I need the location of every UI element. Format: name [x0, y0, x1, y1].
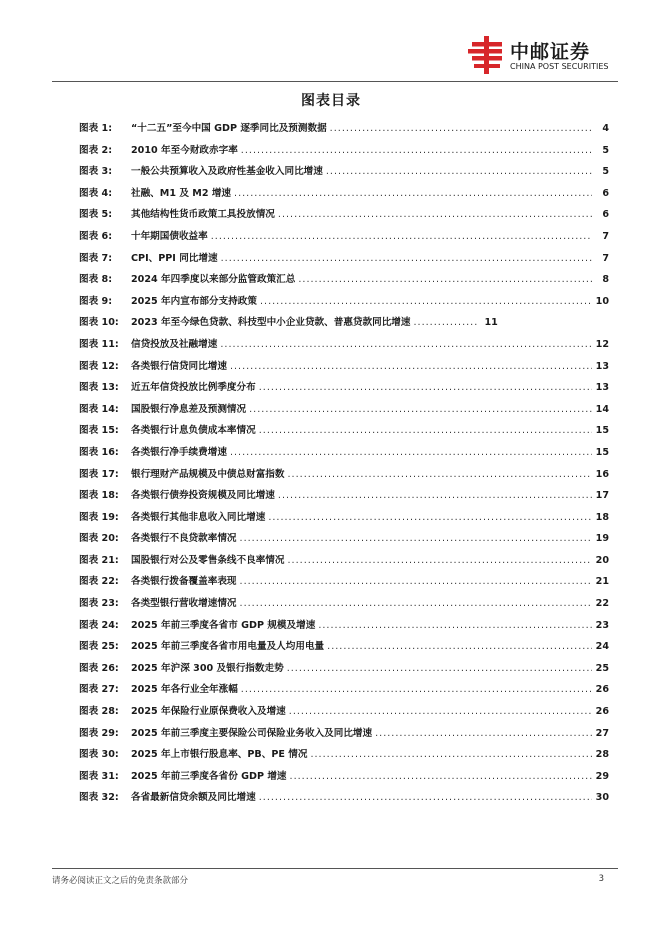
toc-entry-title: 其他结构性货币政策工具投放情况	[131, 209, 275, 221]
toc-entry-page: 15	[595, 446, 609, 458]
toc-entry-title: 社融、M1 及 M2 增速	[131, 187, 232, 199]
toc-entry-page: 22	[595, 598, 609, 610]
header-divider	[52, 81, 618, 82]
toc-entry-label: 图表 13:	[79, 382, 119, 394]
toc-entry[interactable]	[79, 681, 609, 703]
toc-entry-leader	[220, 339, 592, 350]
toc-entry-page: 8	[602, 274, 609, 286]
toc-entry-title: 近五年信贷投放比例季度分布	[131, 382, 256, 394]
toc-entry-title: 2025 年前三季度各省市 GDP 规模及增速	[131, 619, 316, 631]
toc-entry-page: 7	[602, 230, 609, 242]
toc-entry-leader	[240, 598, 592, 609]
toc-entry-page: 28	[595, 749, 609, 761]
toc-entry-leader	[230, 361, 592, 372]
toc-entry-leader	[259, 382, 592, 393]
toc-entry-label: 图表 26:	[79, 662, 119, 674]
toc-entry-label: 图表 18:	[79, 490, 119, 502]
toc-entry[interactable]	[79, 617, 609, 639]
toc-entry-label: 图表 3:	[79, 166, 113, 178]
toc-entry-title: 国股银行净息差及预测情况	[131, 403, 247, 415]
toc-entry-leader	[259, 792, 592, 803]
toc-entry-title: 一般公共预算收入及政府性基金收入同比增速	[131, 166, 323, 178]
toc-entry-page: 7	[602, 252, 609, 264]
toc-entry[interactable]	[79, 444, 609, 466]
toc-entry[interactable]	[79, 703, 609, 725]
toc-entry-title: 2023 年至今绿色贷款、科技型中小企业贷款、普惠贷款同比增速	[131, 317, 411, 329]
toc-entry-label: 图表 21:	[79, 554, 119, 566]
toc-entry-page: 25	[595, 662, 609, 674]
toc-entry[interactable]	[79, 552, 609, 574]
toc-entry-leader	[326, 166, 592, 177]
toc-entry-title: 2025 年内宣布部分支持政策	[131, 295, 257, 307]
toc-entry-leader	[290, 771, 592, 782]
toc-entry[interactable]	[79, 487, 609, 509]
toc-entry-page: 26	[595, 706, 609, 718]
toc-entry-leader	[241, 684, 592, 695]
toc-entry-title: 各类银行净手续费增速	[131, 446, 227, 458]
toc-entry[interactable]	[79, 206, 609, 228]
toc-entry[interactable]	[79, 401, 609, 423]
toc-entry[interactable]	[79, 509, 609, 531]
toc-entry-leader	[240, 533, 592, 544]
toc-entry-leader	[375, 728, 592, 739]
footer-divider	[52, 868, 618, 869]
toc-entry-title: 2025 年各行业全年涨幅	[131, 684, 238, 696]
toc-entry-leader	[288, 555, 593, 566]
page-title: 图表目录	[301, 93, 361, 109]
toc-entry-page: 30	[595, 792, 609, 804]
toc-entry[interactable]	[79, 573, 609, 595]
toc-entry-page: 18	[595, 511, 609, 523]
toc-entry-title: 2025 年前三季度各省份 GDP 增速	[131, 770, 287, 782]
toc-entry-label: 图表 11:	[79, 338, 119, 350]
toc-entry-title: “十二五”至今中国 GDP 逐季同比及预测数据	[131, 123, 327, 134]
toc-entry-page: 24	[595, 641, 609, 653]
toc-entry[interactable]	[79, 746, 609, 768]
toc-entry-title: 各类银行计息负债成本率情况	[131, 425, 256, 437]
toc-entry-page: 10	[595, 295, 609, 307]
toc-entry-leader	[260, 296, 592, 307]
toc-entry-leader	[289, 706, 592, 717]
toc-entry-label: 图表 16:	[79, 446, 119, 458]
toc-entry[interactable]	[79, 185, 609, 207]
toc-entry-leader	[259, 425, 592, 436]
toc-entry-label: 图表 14:	[79, 403, 119, 415]
toc-entry[interactable]	[79, 314, 609, 336]
toc-entry-label: 图表 5:	[79, 209, 113, 221]
toc-entry-title: 十年期国债收益率	[131, 230, 208, 242]
toc-entry[interactable]	[79, 379, 609, 401]
toc-entry-leader	[298, 274, 592, 285]
toc-entry-title: 2024 年四季度以来部分监管政策汇总	[131, 274, 296, 286]
toc-entry[interactable]	[79, 638, 609, 660]
toc-entry-label: 图表 1:	[79, 123, 113, 134]
toc-entry-page: 29	[595, 770, 609, 782]
toc-entry[interactable]	[79, 336, 609, 358]
toc-entry-leader	[288, 469, 593, 480]
toc-entry-page: 15	[595, 425, 609, 437]
toc-entry-leader	[211, 231, 592, 242]
toc-entry[interactable]	[79, 725, 609, 747]
toc-entry-label: 图表 22:	[79, 576, 119, 588]
toc-entry-title: 2025 年前三季度各省市用电量及人均用电量	[131, 641, 325, 653]
toc-entry-leader	[310, 749, 592, 760]
toc-entry-leader	[268, 512, 592, 523]
china-post-logo-icon	[468, 34, 506, 76]
toc-entry-title: 2025 年上市银行股息率、PB、PE 情况	[131, 749, 308, 761]
toc-entry-page: 6	[602, 209, 609, 221]
toc-entry-label: 图表 9:	[79, 295, 113, 307]
toc-entry-leader	[278, 209, 592, 220]
toc-entry[interactable]	[79, 120, 609, 142]
toc-entry-title: 信贷投放及社融增速	[131, 338, 218, 350]
brand-name-en: CHINA POST SECURITIES	[510, 62, 609, 71]
toc-entry-label: 图表 32:	[79, 792, 119, 804]
figure-toc-list	[79, 120, 609, 811]
toc-entry-page: 23	[595, 619, 609, 631]
toc-entry-leader	[327, 641, 592, 652]
toc-entry-label: 图表 17:	[79, 468, 119, 480]
toc-entry-title: 2025 年保险行业原保费收入及增速	[131, 706, 286, 718]
toc-entry[interactable]	[79, 466, 609, 488]
toc-entry-title: 各类型银行营收增速情况	[131, 598, 237, 610]
toc-entry[interactable]	[79, 142, 609, 164]
toc-entry-label: 图表 29:	[79, 727, 119, 739]
toc-entry[interactable]	[79, 422, 609, 444]
footer-disclaimer: 请务必阅读正文之后的免责条款部分	[52, 876, 189, 886]
toc-entry-label: 图表 7:	[79, 252, 113, 264]
toc-entry[interactable]	[79, 228, 609, 250]
toc-entry-label: 图表 25:	[79, 641, 119, 653]
toc-entry-page: 14	[595, 403, 609, 415]
toc-entry[interactable]	[79, 271, 609, 293]
toc-entry-label: 图表 24:	[79, 619, 119, 631]
toc-entry-label: 图表 8:	[79, 274, 113, 286]
toc-entry-leader	[413, 317, 477, 328]
toc-entry-page: 20	[595, 554, 609, 566]
toc-entry[interactable]	[79, 163, 609, 185]
toc-entry-title: 各类银行不良贷款率情况	[131, 533, 237, 545]
toc-entry-label: 图表 31:	[79, 770, 119, 782]
toc-entry-label: 图表 4:	[79, 187, 113, 199]
toc-entry-leader	[230, 447, 592, 458]
toc-entry-page: 17	[595, 490, 609, 502]
toc-entry[interactable]	[79, 660, 609, 682]
toc-entry-page: 21	[595, 576, 609, 588]
toc-entry-page: 4	[602, 123, 609, 134]
toc-entry-label: 图表 19:	[79, 511, 119, 523]
toc-entry-page: 6	[602, 187, 609, 199]
toc-entry-leader	[318, 620, 592, 631]
toc-entry-leader	[287, 663, 592, 674]
toc-entry-leader	[234, 188, 592, 199]
toc-entry-leader	[240, 576, 592, 587]
toc-entry-title: 国股银行对公及零售条线不良率情况	[131, 554, 285, 566]
brand-name-cn: 中邮证券	[510, 41, 591, 63]
toc-entry-label: 图表 23:	[79, 598, 119, 610]
toc-entry-leader	[278, 490, 592, 501]
toc-entry-label: 图表 10:	[79, 317, 119, 329]
toc-entry[interactable]	[79, 250, 609, 272]
toc-entry-leader	[241, 145, 592, 156]
toc-entry-page: 26	[595, 684, 609, 696]
footer-page-number: 3	[598, 874, 604, 884]
toc-entry-page: 5	[602, 144, 609, 156]
toc-entry-title: 银行理财产品规模及中债总财富指数	[131, 468, 285, 480]
toc-entry-title: 2010 年至今财政赤字率	[131, 144, 238, 156]
toc-entry-title: 各类银行拨备覆盖率表现	[131, 576, 237, 588]
toc-entry[interactable]	[79, 595, 609, 617]
toc-entry-page: 16	[595, 468, 609, 480]
toc-entry-page: 5	[602, 166, 609, 178]
toc-entry-page: 19	[595, 533, 609, 545]
toc-entry-title: 各类银行信贷同比增速	[131, 360, 227, 372]
toc-entry-page: 13	[595, 360, 609, 372]
toc-entry-label: 图表 6:	[79, 230, 113, 242]
toc-entry-label: 图表 12:	[79, 360, 119, 372]
toc-entry-title: CPI、PPI 同比增速	[131, 252, 218, 264]
toc-entry-label: 图表 15:	[79, 425, 119, 437]
toc-entry-leader	[249, 404, 592, 415]
toc-entry-label: 图表 30:	[79, 749, 119, 761]
toc-entry[interactable]	[79, 358, 609, 380]
toc-entry-leader	[330, 123, 592, 134]
toc-entry-title: 各省最新信贷余额及同比增速	[131, 792, 256, 804]
toc-entry-page: 11	[484, 317, 498, 329]
toc-entry-title: 2025 年前三季度主要保险公司保险业务收入及同比增速	[131, 727, 373, 739]
toc-entry-leader	[221, 253, 592, 264]
toc-entry-label: 图表 20:	[79, 533, 119, 545]
toc-entry-title: 各类银行其他非息收入同比增速	[131, 511, 266, 523]
toc-entry-title: 各类银行债券投资规模及同比增速	[131, 490, 275, 502]
toc-entry[interactable]	[79, 768, 609, 790]
toc-entry[interactable]	[79, 293, 609, 315]
toc-entry[interactable]	[79, 530, 609, 552]
brand-logo	[468, 34, 618, 80]
toc-entry[interactable]	[79, 789, 609, 811]
toc-entry-title: 2025 年沪深 300 及银行指数走势	[131, 662, 284, 674]
toc-entry-page: 13	[595, 382, 609, 394]
toc-entry-label: 图表 28:	[79, 706, 119, 718]
toc-entry-label: 图表 27:	[79, 684, 119, 696]
toc-entry-label: 图表 2:	[79, 144, 113, 156]
toc-entry-page: 12	[595, 338, 609, 350]
toc-entry-page: 27	[595, 727, 609, 739]
